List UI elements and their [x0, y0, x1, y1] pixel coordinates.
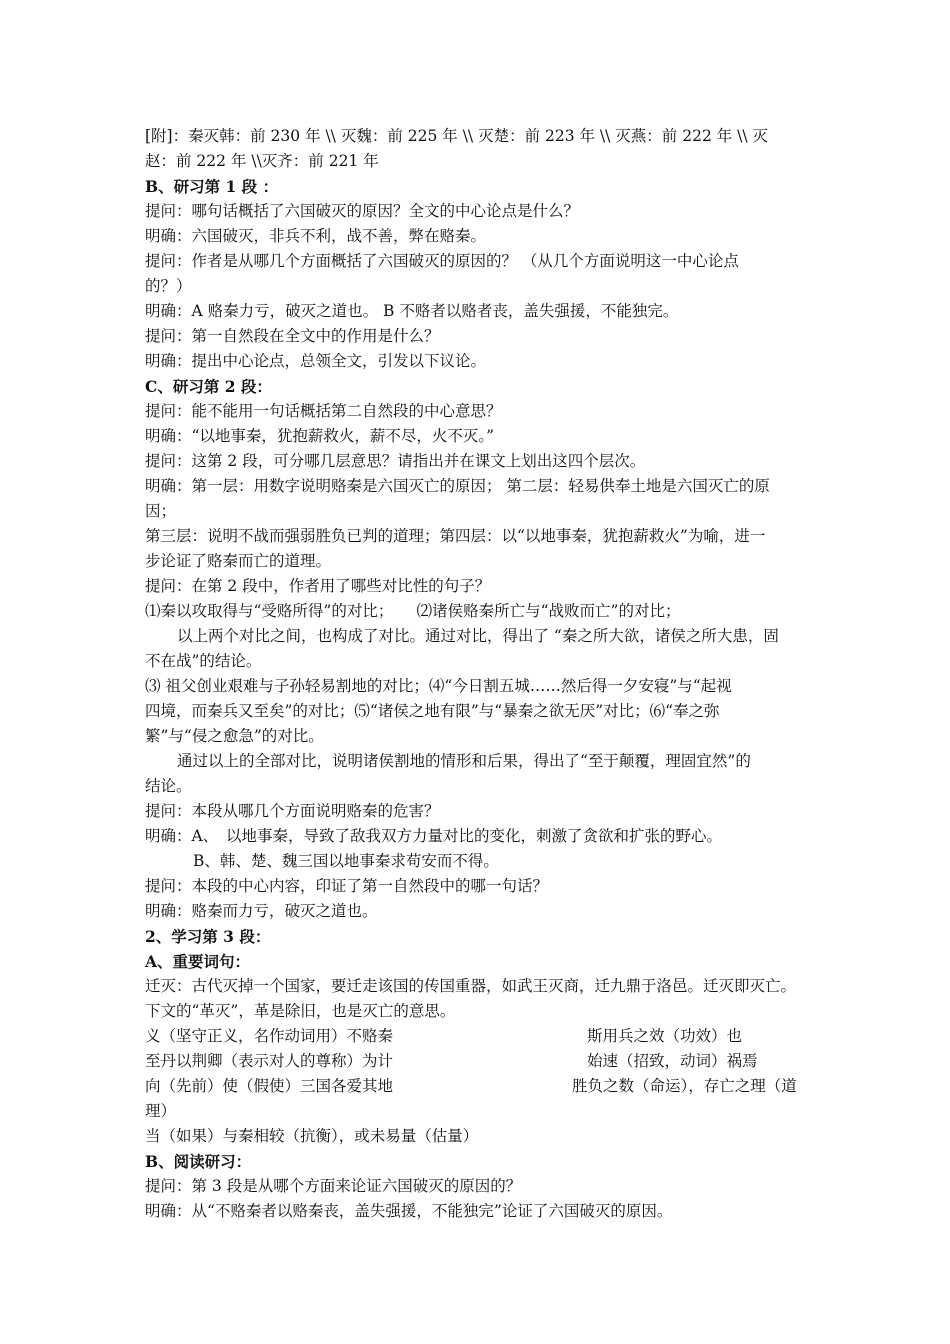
section-heading: B、研习第 1 段 ：	[145, 177, 279, 196]
section-heading: A、重要词句：	[145, 952, 251, 971]
text-line: 下文的“革灭”，革是除旧，也是灭亡的意思。	[145, 1002, 456, 1020]
text-line: 理）	[145, 1102, 177, 1120]
text-line: ⑴秦以攻取得与“受赂所得”的对比； ⑵诸侯赂秦所亡与“战败而亡”的对比；	[145, 602, 681, 620]
text-line: 明确：提出中心论点，总领全文，引发以下议论。	[145, 352, 487, 370]
text-line: B、韩、楚、魏三国以地事秦求苟安而不得。	[193, 852, 499, 870]
text-line: 第三层：说明不战而强弱胜负已判的道理；第四层：以“以地事秦，犹抱薪救火”为喻，进一	[145, 527, 766, 545]
text-line: 四境，而秦兵又至矣”的对比；⑸“诸侯之地有限”与“暴秦之欲无厌”对比；⑹“奉之弥	[145, 702, 720, 720]
text-line: 明确：六国破灭，非兵不利，战不善，弊在赂秦。	[145, 227, 487, 245]
text-line: ⑶ 祖父创业艰难与子孙轻易割地的对比；⑷“今日割五城……然后得一夕安寝”与“起视	[145, 677, 732, 695]
text-line: 提问：能不能用一句话概括第二自然段的中心意思？	[145, 402, 502, 420]
document-body	[145, 124, 811, 1224]
text-line: 迁灭：古代灭掉一个国家，要迁走该国的传国重器，如武王灭商，迁九鼎于洛邑。迁灭即灭亡。	[145, 977, 797, 995]
text-line: 的？）	[145, 277, 192, 295]
vocab-row	[145, 1074, 811, 1099]
section-heading: C、研习第 2 段：	[145, 377, 272, 396]
vocab-row	[145, 1049, 811, 1074]
text-line: 明确：从“不赂秦者以赂秦丧，盖失强援，不能独完”论证了六国破灭的原因。	[145, 1202, 673, 1220]
text-line: 明确：赂秦而力亏，破灭之道也。	[145, 902, 378, 920]
text-line: 明确：“以地事秦，犹抱薪救火，薪不尽，火不灭。”	[145, 427, 495, 445]
text-line: 提问：本段的中心内容，印证了第一自然段中的哪一句话？	[145, 877, 549, 895]
text-line: 明确：第一层：用数字说明赂秦是六国灭亡的原因； 第二层：轻易供奉土地是六国灭亡的原	[145, 477, 770, 495]
vocab-left: 向（先前）使（假使）三国各爱其地	[145, 1077, 394, 1095]
text-line: 因；	[145, 502, 177, 520]
text-line: 提问：第 3 段是从哪个方面来论证六国破灭的原因的？	[145, 1177, 522, 1195]
text-line: 明确：A、 以地事秦，导致了敌我双方力量对比的变化，刺激了贪欲和扩张的野心。	[145, 827, 722, 845]
vocab-left: 至丹以荆卿（表示对人的尊称）为计	[145, 1052, 394, 1070]
text-line: 结论。	[145, 777, 192, 795]
text-line: 以上两个对比之间，也构成了对比。通过对比，得出了 “秦之所大欲，诸侯之所大患，固	[177, 627, 779, 645]
text-line: [附]：秦灭韩：前 230 年 \\ 灭魏：前 225 年 \\ 灭楚：前 223 年 \\ 灭燕：前 222 年 \\ 灭	[145, 127, 769, 145]
text-line: 明确：A 赂秦力亏，破灭之道也。 B 不赂者以赂者丧，盖失强援，不能独完。	[145, 302, 679, 320]
text-line: 提问：这第 2 段，可分哪几层意思？请指出并在课文上划出这四个层次。	[145, 452, 646, 470]
text-line: 提问：第一自然段在全文中的作用是什么？	[145, 327, 440, 345]
text-line: 提问：哪句话概括了六国破灭的原因？全文的中心论点是什么？	[145, 202, 580, 220]
vocab-right: 胜负之数（命运），存亡之理（道	[572, 1077, 797, 1095]
text-line: 步论证了赂秦而亡的道理。	[145, 552, 332, 570]
section-heading: B、阅读研习：	[145, 1152, 252, 1171]
vocab-left: 义（坚守正义，名作动词用）不赂秦	[145, 1027, 394, 1045]
text-line: 提问：本段从哪几个方面说明赂秦的危害？	[145, 802, 440, 820]
vocab-row	[145, 1024, 811, 1049]
section-heading: 2、学习第 3 段：	[145, 927, 271, 946]
text-line: 当（如果）与秦相较（抗衡），或未易量（估量）	[145, 1127, 479, 1145]
vocab-right: 斯用兵之效（功效）也	[587, 1027, 743, 1045]
text-line: 通过以上的全部对比，说明诸侯割地的情形和后果，得出了“至于颠覆，理固宜然”的	[177, 752, 751, 770]
text-line: 繁”与“侵之愈急”的对比。	[145, 727, 324, 745]
text-line: 不在战”的结论。	[145, 652, 262, 670]
text-line: 提问：在第 2 段中，作者用了哪些对比性的句子？	[145, 577, 491, 595]
text-line: 提问：作者是从哪几个方面概括了六国破灭的原因的？ （从几个方面说明这一中心论点	[145, 252, 739, 270]
vocab-right: 始速（招致，动词）祸焉	[587, 1052, 758, 1070]
text-line: 赵：前 222 年 \\灭齐：前 221 年	[145, 152, 379, 170]
